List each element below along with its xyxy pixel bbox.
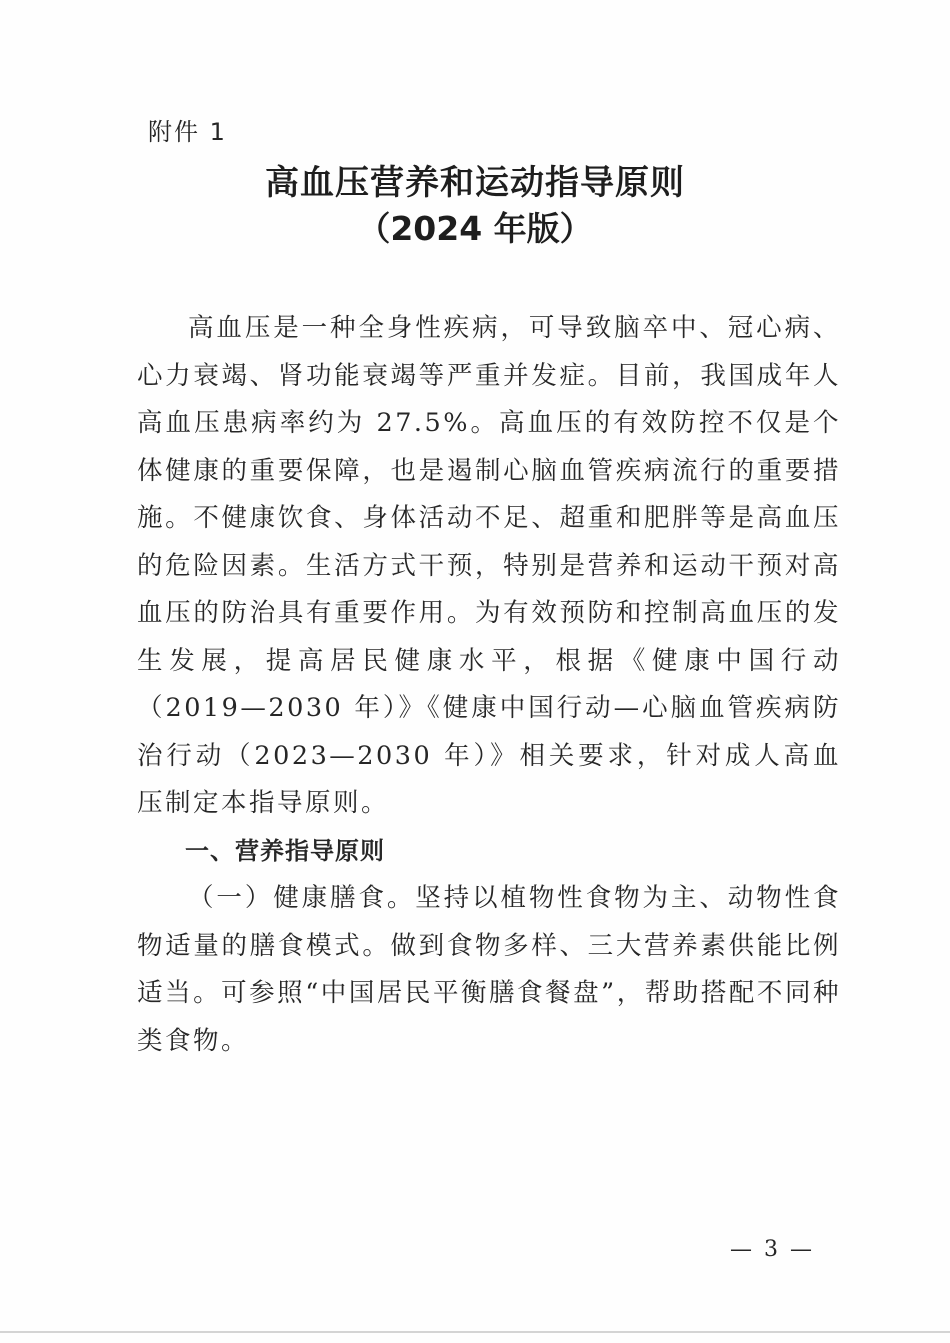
section-heading: 一、营养指导原则 <box>185 836 385 865</box>
intro-paragraph: 高血压是一种全身性疾病，可导致脑卒中、冠心病、心力衰竭、肾功能衰竭等严重并发症。目前，我国成年人高血压患病率约为 27.5%。高血压的有效防控不仅是个体健康的重要保障，也是遏制心脑血管疾病流行的重要措施。不健康饮食、身体活动不足、超重和肥胖等是高血压的危险因素。生活方式干预，特别是营养和运动干预对高血压的防治具有重要作用。为有效预防和控制高血压的发生发展，提高居民健康水平，根据《健康中国行动（2019—2030 年）》《健康中国行动—心脑血管疾病防治行动（2023—2030 年）》相关要求，针对成人高血压制定本指导原则。 <box>137 313 841 818</box>
page-number-dash-left: — <box>730 1237 752 1262</box>
document-subtitle: （2024 年版） <box>357 209 593 248</box>
document-body <box>137 305 841 1065</box>
scan-bottom-edge <box>0 1331 950 1333</box>
subsection-paragraph: （一）健康膳食。坚持以植物性食物为主、动物性食物适量的膳食模式。做到食物多样、三大营养素供能比例适当。可参照“中国居民平衡膳食餐盘”，帮助搭配不同种类食物。 <box>137 883 841 1056</box>
document-title: 高血压营养和运动指导原则 <box>265 163 685 203</box>
page-number-value: 3 <box>764 1237 778 1262</box>
page-number-dash-right: — <box>790 1237 812 1262</box>
attachment-label: 附件 1 <box>148 118 227 146</box>
